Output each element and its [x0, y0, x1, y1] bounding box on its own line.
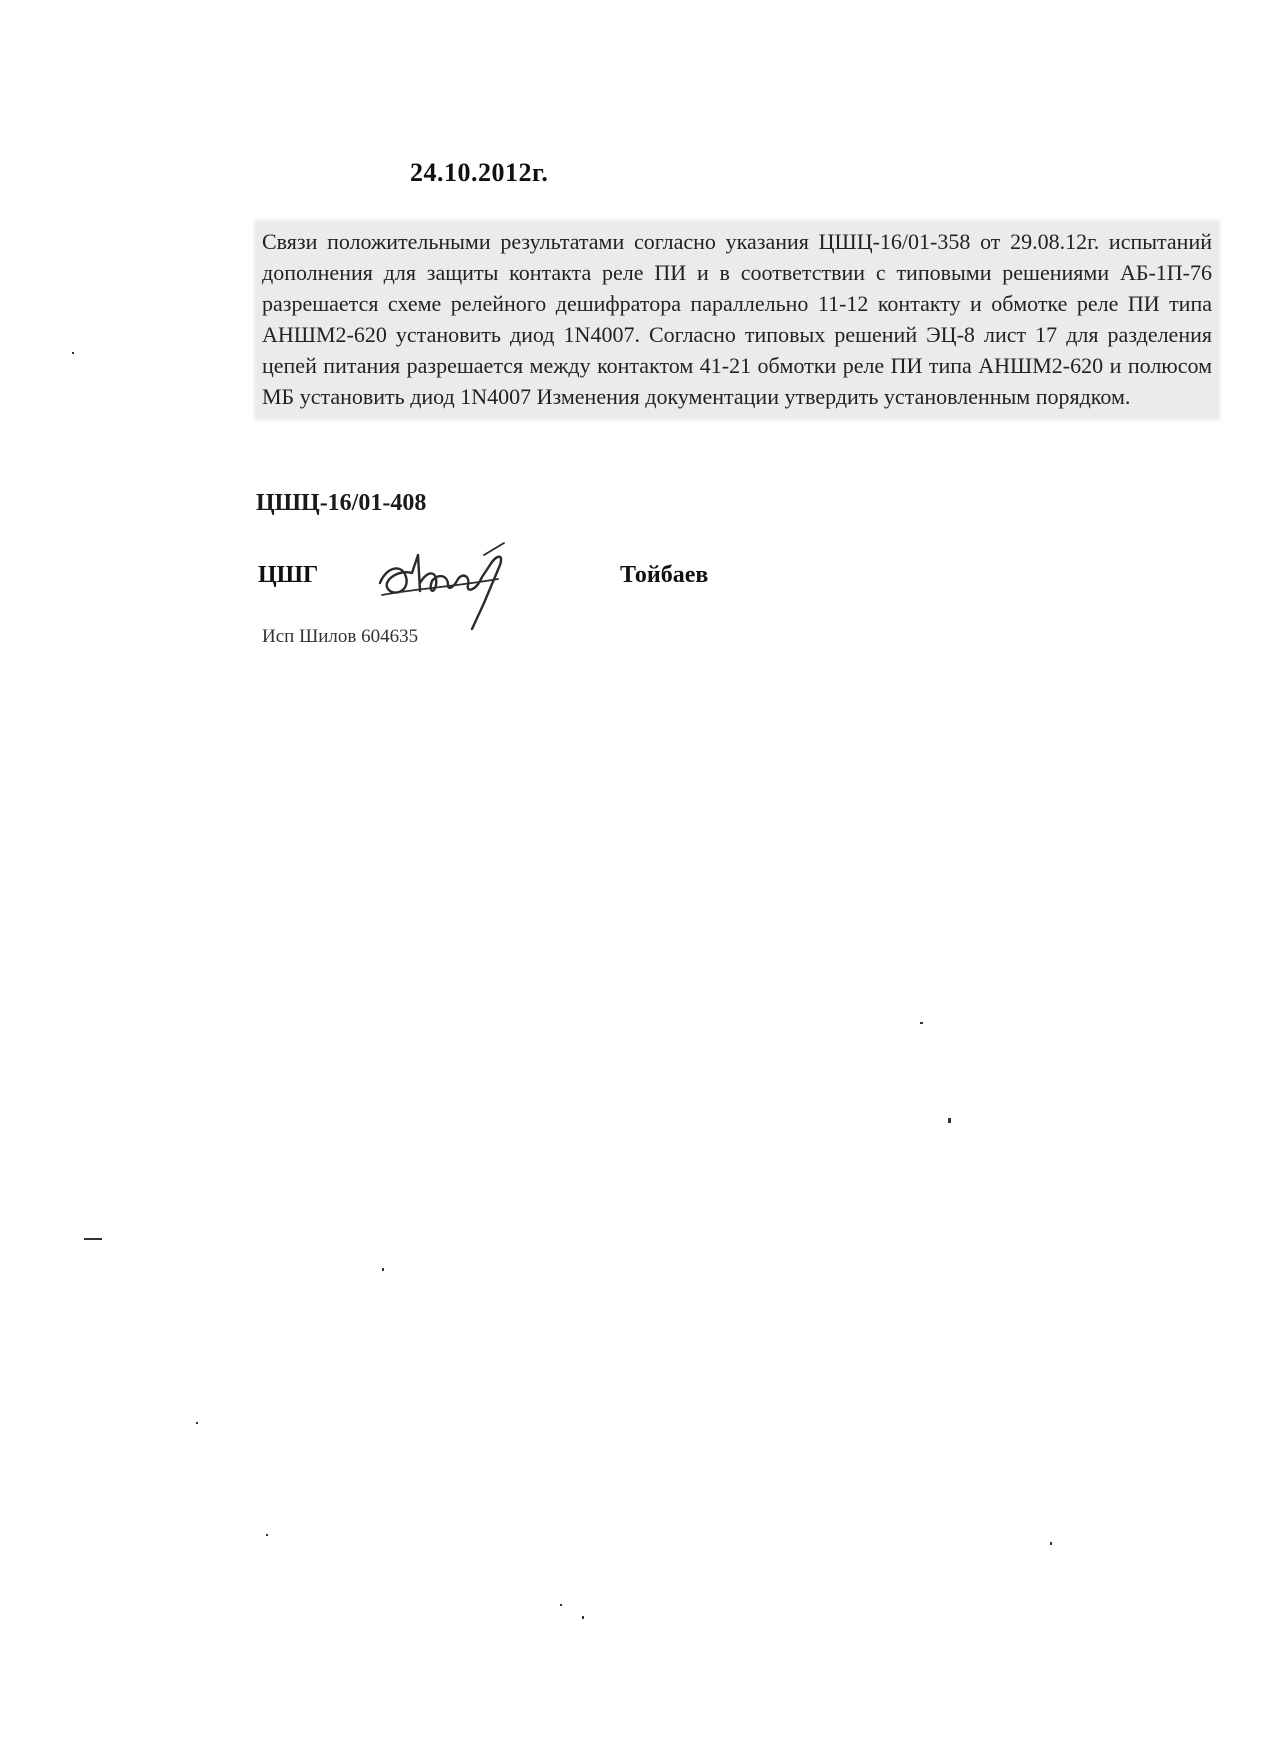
scan-speck [1050, 1542, 1052, 1545]
document-reference-number: ЦШЦ-16/01-408 [256, 490, 427, 516]
scan-speck [72, 352, 74, 354]
executor-info: Исп Шилов 604635 [262, 626, 419, 647]
scan-speck [382, 1268, 384, 1271]
signature-organization: ЦШГ [258, 562, 319, 588]
document-date: 24.10.2012г. [410, 158, 549, 187]
document-body-text: Связи положительными результатами согласно указания ЦШЦ-16/01-358 от 29.08.12г. испытаний дополнения для защиты контакта реле ПИ и в соответствии с типовыми решениями АБ-1П-76 разрешается схеме релейного дешифратора параллельно 11-12 контакту и обмотке реле ПИ типа АНШМ2-620 установить диод 1N4007. Согласно типовых решений ЭЦ-8 лист 17 для разделения цепей питания разрешается между контактом 41-21 обмотки реле ПИ типа АНШМ2-620 и полюсом МБ установить диод 1N4007 Изменения документации утвердить установленным порядком. [256, 222, 1218, 418]
signatory-name: Тойбаев [620, 562, 709, 588]
scan-speck [84, 1238, 102, 1240]
scan-speck [560, 1604, 562, 1606]
scan-speck [266, 1534, 268, 1536]
scan-speck [948, 1118, 951, 1123]
scan-speck [920, 1022, 923, 1024]
handwritten-signature [372, 525, 532, 635]
scan-speck [582, 1616, 584, 1619]
scan-speck [196, 1422, 198, 1424]
